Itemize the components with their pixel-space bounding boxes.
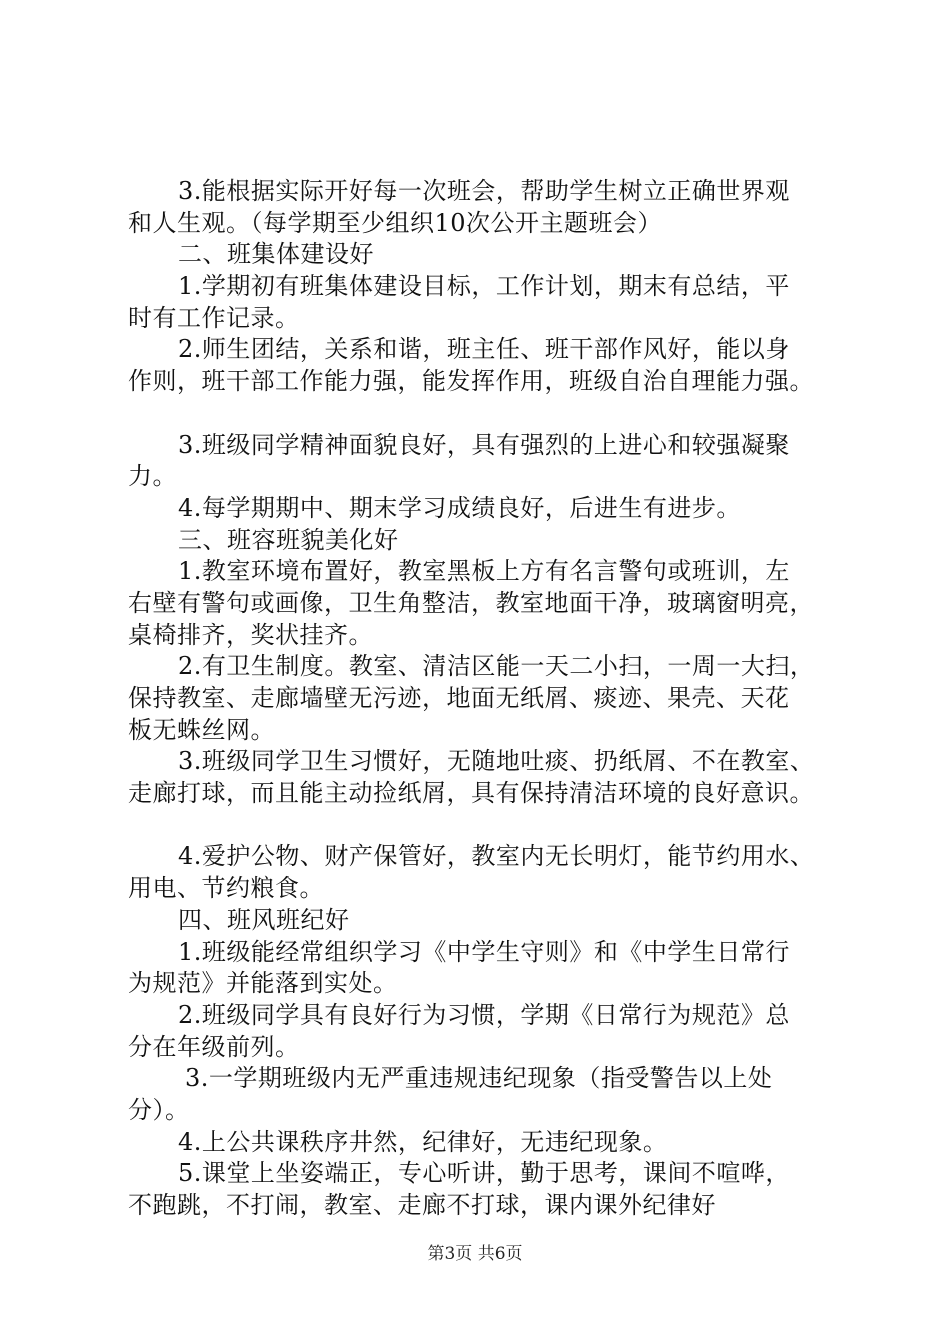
paragraph-line: 板无蛛丝网。	[128, 715, 275, 744]
paragraph-line: 3.班级同学卫生习惯好，无随地吐痰、扔纸屑、不在教室、	[178, 747, 815, 776]
paragraph-line: 分在年级前列。	[128, 1032, 300, 1061]
paragraph-line: 2.有卫生制度。教室、清洁区能一天二小扫，一周一大扫，	[178, 652, 815, 681]
document-body	[128, 176, 828, 1222]
paragraph-line: 保持教室、走廊墙壁无污迹，地面无纸屑、痰迹、果壳、天花	[128, 684, 790, 712]
section-heading: 四、班风班纪好	[178, 905, 350, 934]
paragraph-line: 1.教室环境布置好，教室黑板上方有名言警句或班训，左	[178, 557, 790, 586]
paragraph-line: 右壁有警句或画像，卫生角整洁，教室地面干净，玻璃窗明亮，	[128, 588, 814, 617]
paragraph-line: 桌椅排齐，奖状挂齐。	[128, 620, 373, 649]
paragraph-line: 5.课堂上坐姿端正，专心听讲，勤于思考，课间不喧哗，	[178, 1159, 790, 1188]
paragraph-line: 4.上公共课秩序井然，纪律好，无违纪现象。	[178, 1127, 668, 1156]
paragraph-line: 2.班级同学具有良好行为习惯，学期《日常行为规范》总	[178, 1000, 790, 1029]
section-heading: 三、班容班貌美化好	[178, 525, 399, 554]
paragraph-line: 1.班级能经常组织学习《中学生守则》和《中学生日常行	[178, 937, 790, 966]
paragraph-line: 力。	[128, 462, 177, 491]
paragraph-line: 3.班级同学精神面貌良好，具有强烈的上进心和较强凝聚	[178, 430, 790, 459]
paragraph-line: 2.师生团结，关系和谐，班主任、班干部作风好，能以身	[178, 335, 790, 364]
paragraph-line: 3.一学期班级内无严重违规违纪现象（指受警告以上处	[185, 1064, 773, 1093]
paragraph-line: 3.能根据实际开好每一次班会，帮助学生树立正确世界观	[178, 177, 790, 205]
paragraph-line: 1.学期初有班集体建设目标，工作计划，期末有总结，平	[178, 272, 790, 301]
blank-line	[128, 810, 828, 842]
paragraph-line: 用电、节约粮食。	[128, 874, 324, 903]
paragraph-line: 分）。	[128, 1095, 190, 1124]
paragraph-line: 不跑跳，不打闹，教室、走廊不打球，课内课外纪律好	[128, 1191, 716, 1219]
paragraph-line: 4.每学期期中、期末学习成绩良好，后进生有进步。	[178, 493, 741, 522]
paragraph-line: 作则，班干部工作能力强，能发挥作用，班级自治自理能力强。	[128, 367, 814, 396]
paragraph-line: 和人生观。（每学期至少组织10次公开主题班会）	[128, 208, 663, 237]
page-number-footer: 第3页 共6页	[427, 1244, 523, 1264]
paragraph-line: 为规范》并能落到实处。	[128, 969, 398, 998]
paragraph-line: 走廊打球，而且能主动捡纸屑，具有保持清洁环境的良好意识。	[128, 779, 814, 808]
paragraph-line: 4.爱护公物、财产保管好，教室内无长明灯，能节约用水、	[178, 842, 815, 871]
paragraph-line: 时有工作记录。	[128, 303, 300, 332]
blank-line	[128, 398, 828, 430]
section-heading: 二、班集体建设好	[178, 240, 374, 269]
